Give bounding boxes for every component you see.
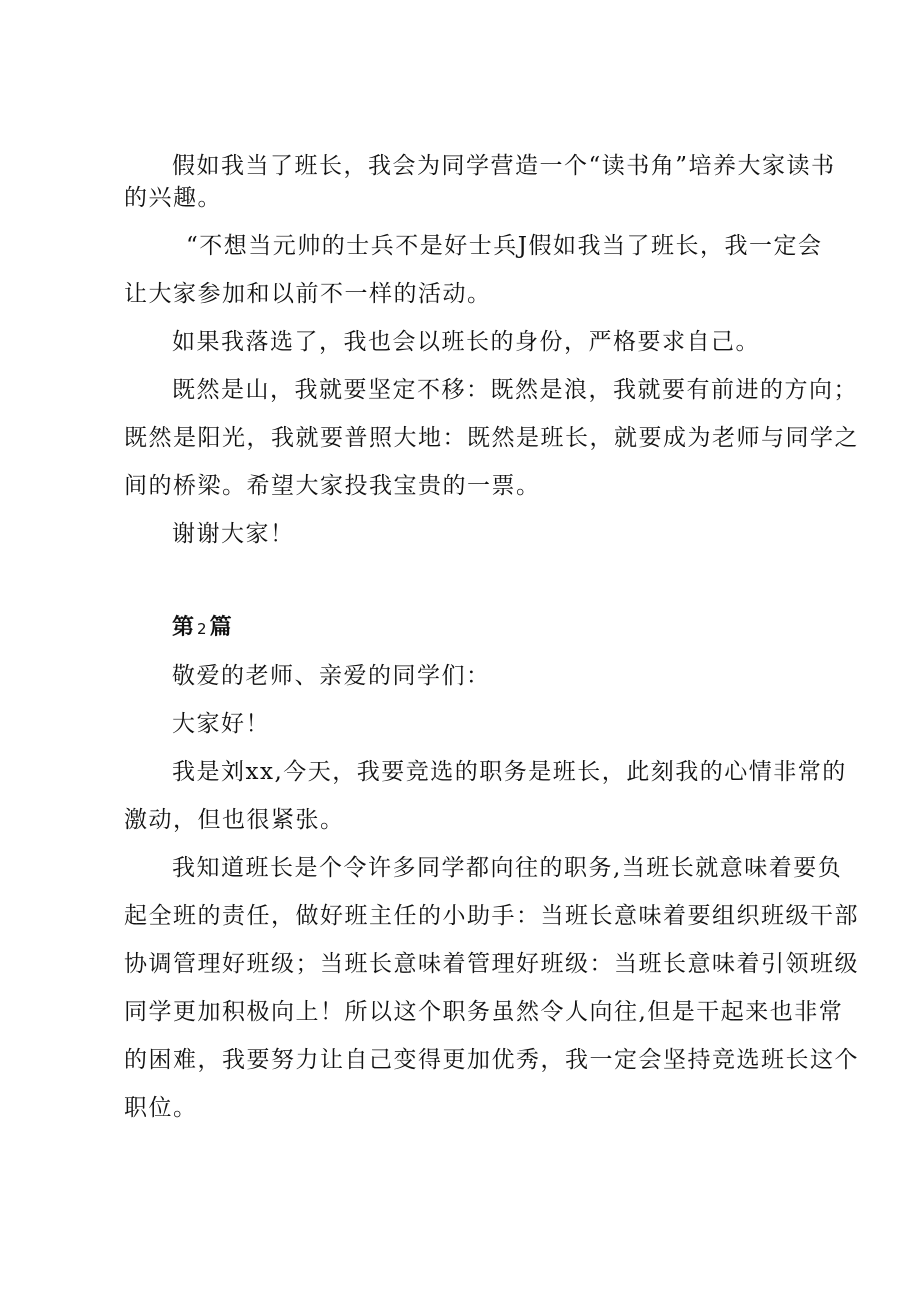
paragraph-4-line-3: 间的桥梁。希望大家投我宝贵的一票。 [124, 473, 541, 499]
paragraph-5-line-1: 谢谢大家！ [172, 521, 295, 547]
paragraph-9-line-6: 职位。 [124, 1095, 198, 1121]
paragraph-3-line-1: 如果我落选了，我也会以班长的身份，严格要求自己。 [172, 329, 760, 355]
paragraph-8-line-1: 我是刘xx,今天，我要竞选的职务是班长，此刻我的心情非常的 [172, 759, 847, 785]
paragraph-4-line-1: 既然是山，我就要坚定不移：既然是浪，我就要有前进的方向； [172, 377, 858, 403]
paragraph-9-line-1: 我知道班长是个令许多同学都向往的职务,当班长就意味着要负 [172, 855, 843, 881]
section-heading [172, 612, 233, 645]
paragraph-1-line-1: 假如我当了班长，我会为同学营造一个“读书角”培养大家读书 [172, 153, 836, 179]
paragraph-2-line-2: 让大家参加和以前不一样的活动。 [124, 281, 492, 307]
paragraph-9-line-3: 协调管理好班级；当班长意味着管理好班级：当班长意味着引领班级 [124, 951, 859, 977]
section-heading-prefix: 第 [172, 615, 196, 640]
paragraph-6-line-1: 敬爱的老师、亲爱的同学们： [172, 663, 491, 689]
section-heading-suffix: 篇 [209, 615, 233, 640]
section-heading-number: 2 [197, 620, 208, 638]
paragraph-9-line-4: 同学更加积极向上！所以这个职务虽然令人向往,但是干起来也非常 [124, 999, 844, 1025]
paragraph-4-line-2: 既然是阳光，我就要普照大地：既然是班长，就要成为老师与同学之 [124, 425, 859, 451]
paragraph-7-line-1: 大家好！ [172, 711, 270, 737]
paragraph-9-line-2: 起全班的责任，做好班主任的小助手：当班长意味着要组织班级干部 [124, 903, 859, 929]
paragraph-1-line-2: 的兴趣。 [124, 185, 222, 211]
paragraph-8-line-2: 激动，但也很紧张。 [124, 807, 345, 833]
paragraph-2-line-1: “不想当元帅的士兵不是好士兵J假如我当了班长，我一定会 [186, 233, 823, 259]
paragraph-9-line-5: 的困难，我要努力让自己变得更加优秀，我一定会坚持竞选班长这个 [124, 1047, 859, 1073]
